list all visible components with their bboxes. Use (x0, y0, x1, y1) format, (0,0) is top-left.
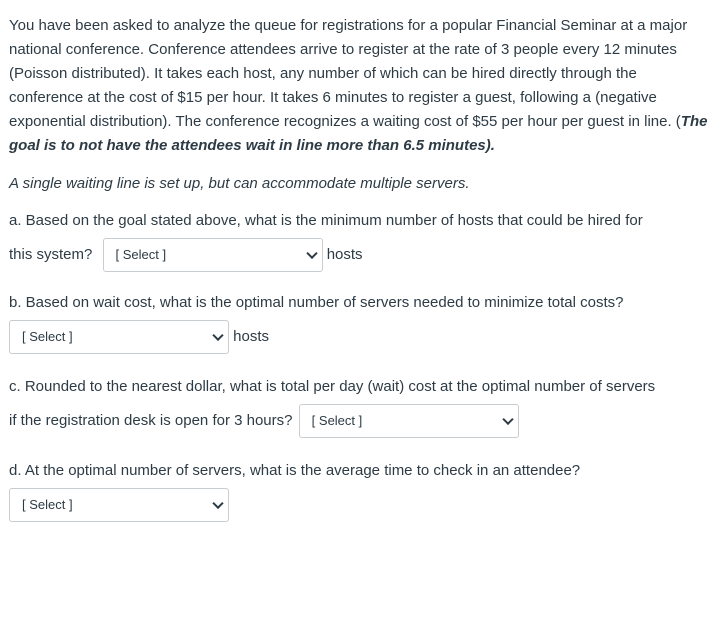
question-c-text-line1: c. Rounded to the nearest dollar, what is total per day (wait) cost at the optimal number of servers (9, 378, 656, 395)
question-c-select-value: [ Select ] (311, 413, 363, 429)
question-a-text-line1: a. Based on the goal stated above, what is the minimum number of hosts that could be hired for (9, 212, 643, 229)
question-d-select[interactable] (9, 488, 229, 522)
chevron-down-icon (502, 414, 513, 425)
problem-statement (9, 14, 709, 158)
question-d (9, 454, 709, 522)
chevron-down-icon (212, 498, 223, 509)
question-a-select[interactable] (103, 238, 323, 272)
chevron-down-icon (306, 248, 317, 259)
question-body (9, 14, 709, 513)
question-b-text: b. Based on wait cost, what is the optimal number of servers needed to minimize total costs? (9, 294, 624, 311)
chevron-down-icon (212, 330, 223, 341)
question-b (9, 286, 709, 354)
question-d-select-value: [ Select ] (22, 497, 73, 513)
question-c-text-line2: if the registration desk is open for 3 hours? (9, 412, 293, 429)
question-b-select-value: [ Select ] (22, 329, 73, 345)
goal-text: The goal is to not have the attendees wait in line more than 6.5 minutes). (9, 113, 708, 154)
problem-text: You have been asked to analyze the queue for registrations for a popular Financial Seminar at a major national conference. Conference attendees arrive to register at the rate of 3 people every 12 minutes (Poisson distributed). It takes each host, any number of which can be hired directly through the conference at the cost of $15 per hour. It takes 6 minutes to register a guest, following a (negative exponential distribution). The conference recognizes a waiting cost of $55 per hour per guest in line. ( (9, 17, 688, 130)
question-a-select-value: [ Select ] (115, 247, 167, 263)
question-b-suffix: hosts (233, 328, 270, 346)
note-text: A single waiting line is set up, but can accommodate multiple servers. (9, 175, 470, 192)
question-b-select[interactable] (9, 320, 229, 354)
question-a-text-line2: this system? (9, 246, 93, 263)
question-a-suffix: hosts (326, 246, 363, 264)
question-d-text: d. At the optimal number of servers, what is the average time to check in an attendee? (9, 462, 581, 479)
question-c-select[interactable] (299, 404, 519, 438)
question-c (9, 370, 709, 438)
question-a (9, 204, 709, 272)
